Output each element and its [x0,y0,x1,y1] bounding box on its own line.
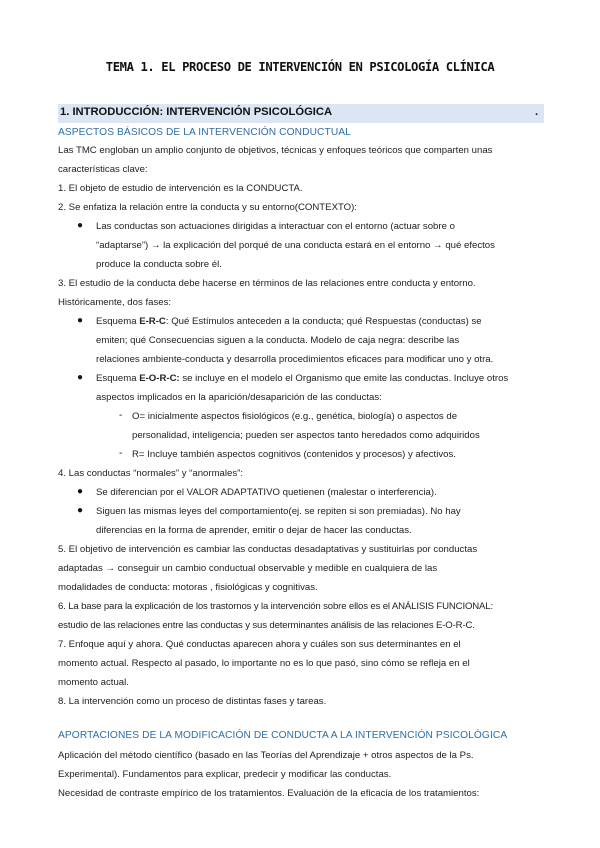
point-2: 2. Se enfatiza la relación entre la conducta y su entorno(CONTEXTO): [58,202,357,213]
point-1: 1. El objeto de estudio de intervención es la CONDUCTA. [58,183,303,194]
point-2-bullet-line: produce la conducta sobre él. [96,259,222,270]
dash-marker: - [119,410,123,421]
bullet-icon: ● [77,220,84,231]
bullet-icon: ● [77,486,84,497]
point-5-line: modalidades de conducta: motoras , fisiológicas y cognitivas. [58,582,318,593]
document-title: TEMA 1. EL PROCESO DE INTERVENCIÓN EN PSICOLOGÍA CLÍNICA [105,60,495,74]
erc-bold: E-R-C [139,316,166,327]
section-heading-dot: . [535,106,539,118]
subheading-aspectos: ASPECTOS BÁSICOS DE LA INTERVENCIÓN CONDUCTUAL [58,127,351,138]
erc-line: relaciones ambiente-conducta y desarrolla procedimientos eficaces para modificar uno y otra. [96,354,494,365]
dash-marker: - [119,448,123,459]
point-2-bullet-line: “adaptarse”) → la explicación del porqué de una conducta estará en el entorno → qué efectos [96,240,495,251]
point-6-line: 6. La base para la explicación de los trastornos y la intervención sobre ellos es el ANÁLISIS FUNCIONAL: [58,601,493,612]
eorc-bold: E-O-R-C: [139,373,180,384]
eorc-first-line [96,373,508,385]
point-7-line: momento actual. Respecto al pasado, lo importante no es lo que pasó, sino cómo se refleja en el [58,658,470,669]
point-7-line: momento actual. [58,677,129,688]
point-4-bullet: diferencias en la forma de aprender, emitir o dejar de hacer las conductas. [96,525,412,536]
point-3-line: Históricamente, dos fases: [58,297,172,308]
point-5-line: 5. El objetivo de intervención es cambiar las conductas desadaptativas y sustituirlas por conductas [58,544,478,555]
erc-pre: Esquema [96,316,140,327]
eorc-line: aspectos implicados en la aparición/desaparición de las conductas: [96,392,382,403]
intro-line: Las TMC engloban un amplio conjunto de objetivos, técnicas y enfoques teóricos que comparten unas [58,145,493,156]
point-6-line: estudio de las relaciones entre las conductas y sus determinantes análisis de las relaciones E-O-R-C. [58,620,475,631]
section-heading: 1. INTRODUCCIÓN: INTERVENCIÓN PSICOLÓGICA [60,106,333,118]
point-5-line: adaptadas → conseguir un cambio conductual observable y medible en cualquiera de las [58,563,438,574]
eorc-rest: se incluye en el modelo el Organismo que emite las conductas. Incluye otros [179,373,509,384]
point-3-line: 3. El estudio de la conducta debe hacerse en términos de las relaciones entre conducta y entorno. [58,278,476,289]
o-item-line: O= inicialmente aspectos fisiológicos (e.g., genética, biología) o aspectos de [132,411,458,422]
aportaciones-line: Necesidad de contraste empírico de los tratamientos. Evaluación de la eficacia de los tratamientos: [58,788,480,799]
point-7-line: 7. Enfoque aquí y ahora. Qué conductas aparecen ahora y cuáles son sus determinantes en el [58,639,461,650]
aportaciones-line: Experimental). Fundamentos para explicar, predecir y modificar las conductas. [58,769,392,780]
bullet-icon: ● [77,505,84,516]
intro-line: características clave: [58,164,148,175]
point-4: 4. Las conductas “normales” y “anormales”: [58,468,244,479]
point-4-bullet: Se diferencian por el VALOR ADAPTATIVO quetienen (malestar o interferencia). [96,487,437,498]
eorc-pre: Esquema [96,373,140,384]
bullet-icon: ● [77,315,84,326]
bullet-icon: ● [77,372,84,383]
erc-line: emiten; qué Consecuencias siguen a la conducta. Modelo de caja negra: describe las [96,335,460,346]
point-2-bullet-line: Las conductas son actuaciones dirigidas a interactuar con el entorno (actuar sobre o [96,221,455,232]
point-8: 8. La intervención como un proceso de distintas fases y tareas. [58,696,327,707]
o-item-line: personalidad, inteligencia; pueden ser aspectos tanto heredados como adquiridos [132,430,480,441]
erc-first-line [96,316,482,328]
subheading-aportaciones: APORTACIONES DE LA MODIFICACIÓN DE CONDUCTA A LA INTERVENCIÓN PSICOLÓGICA [58,730,508,741]
erc-rest: : Qué Estímulos anteceden a la conducta; qué Respuestas (conductas) se [165,316,482,327]
aportaciones-line: Aplicación del método científico (basado en las Teorías del Aprendizaje + otros aspectos de la Ps. [58,750,474,761]
point-4-bullet: Siguen las mismas leyes del comportamiento(ej. se repiten si son premiadas). No hay [96,506,461,517]
r-item-line: R= Incluye también aspectos cognitivos (contenidos y procesos) y afectivos. [132,449,456,460]
